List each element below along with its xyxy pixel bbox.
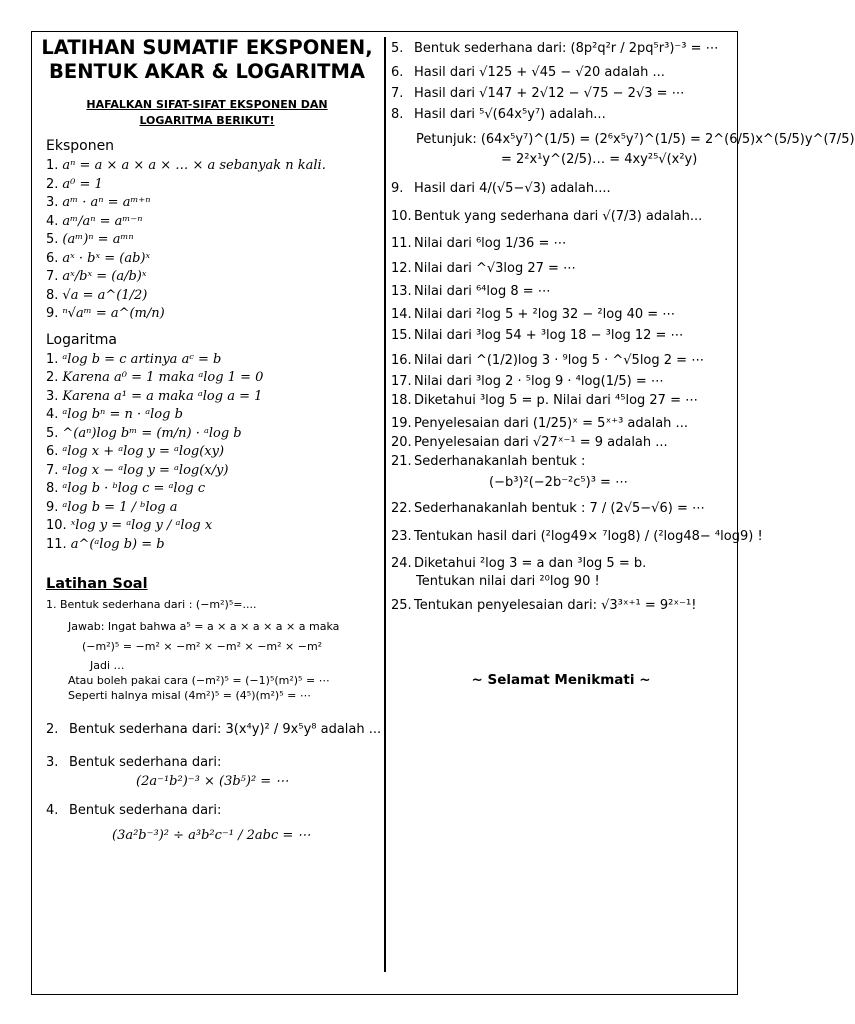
question-item [391, 306, 731, 323]
column-divider [384, 37, 386, 972]
logaritma-rule-text: Karena a⁰ = 1 maka ᵃlog 1 = 0 [62, 370, 264, 385]
question-item [391, 64, 731, 81]
eksponen-rule-number: 4. [46, 213, 59, 229]
logaritma-rule-number: 10. [46, 518, 67, 533]
latihan-heading: Latihan Soal [46, 576, 148, 592]
eksponen-rule-number: 8. [46, 287, 59, 303]
eksponen-rule [36, 213, 378, 232]
page-title [36, 36, 378, 84]
question-item [391, 555, 731, 572]
question-item [391, 597, 731, 614]
question-item [391, 40, 731, 57]
question-text: Nilai dari ²log 5 + ²log 32 − ²log 40 = ⋯ [414, 307, 676, 322]
question-text: Nilai dari ³log 54 + ³log 18 − ³log 12 = ⋯ [414, 328, 684, 343]
question-item [391, 131, 855, 148]
logaritma-rule [36, 388, 378, 407]
question-text: Petunjuk: (64x⁵y⁷)^(1/5) = (2⁶x⁵y⁷)^(1/5) = 2^(6/5)x^(5/5)y^(7/5) [416, 132, 855, 147]
question-4 [46, 803, 378, 843]
question-number: 22. [391, 501, 412, 516]
question-number: 19. [391, 416, 412, 431]
logaritma-rule [36, 443, 378, 462]
logaritma-rule [36, 517, 378, 536]
q1-expand: (−m²)⁵ = −m² × −m² × −m² × −m² × −m² [82, 640, 323, 653]
question-number: 20. [391, 435, 412, 450]
question-item [391, 415, 731, 432]
question-number: 13. [391, 284, 412, 299]
question-text: (−b³)²(−2b⁻²c⁵)³ = ⋯ [489, 475, 629, 490]
question-text: Hasil dari ⁵√(64x⁵y⁷) adalah... [414, 107, 606, 122]
logaritma-rule-text: a^(ᵃlog b) = b [70, 536, 165, 552]
logaritma-rule [36, 351, 378, 370]
eksponen-rule-number: 3. [46, 195, 59, 210]
logaritma-rule [36, 536, 378, 555]
logaritma-rule-number: 7. [46, 462, 59, 478]
q4-number: 4. [46, 803, 59, 818]
question-text: Sederhanakanlah bentuk : [414, 454, 586, 469]
eksponen-rule-number: 7. [46, 269, 59, 284]
eksponen-rule-text: √a = a^(1/2) [62, 287, 148, 303]
question-text: Bentuk sederhana dari: (8p²q²r / 2pq⁵r³)⁻³ = ⋯ [414, 41, 719, 56]
title-line-1: LATIHAN SUMATIF EKSPONEN, [41, 36, 373, 59]
eksponen-rule-number: 5. [46, 232, 59, 247]
question-item [391, 208, 731, 225]
closing-text: ~ Selamat Menikmati ~ [471, 672, 651, 688]
q1-text: 1. Bentuk sederhana dari : (−m²)⁵=.... [46, 598, 257, 611]
logaritma-heading: Logaritma [46, 331, 117, 348]
logaritma-rule-number: 11. [46, 536, 67, 552]
q2-text: Bentuk sederhana dari: 3(x⁴y)² / 9x⁵y⁸ adalah ... [69, 722, 382, 737]
question-item [391, 352, 731, 369]
question-number: 15. [391, 328, 412, 343]
question-item [391, 151, 731, 168]
logaritma-rule-text: ^(aⁿ)log bᵐ = (m/n) · ᵃlog b [62, 425, 242, 441]
question-text: Diketahui ³log 5 = p. Nilai dari ⁴⁵log 27 = ⋯ [414, 393, 699, 408]
eksponen-rules [36, 157, 378, 324]
eksponen-rule-text: ⁿ√aᵐ = a^(m/n) [62, 306, 165, 321]
question-item [391, 392, 731, 409]
q3-number: 3. [46, 755, 59, 770]
eksponen-rule-text: aˣ · bˣ = (ab)ˣ [62, 250, 151, 266]
question-2 [46, 722, 382, 737]
question-text: Tentukan penyelesaian dari: √3³ˣ⁺¹ = 9²ˣ⁻¹! [414, 598, 697, 613]
eksponen-rule-text: a⁰ = 1 [62, 176, 103, 192]
eksponen-rule [36, 250, 378, 269]
eksponen-rule [36, 194, 378, 213]
question-1 [46, 598, 378, 702]
q1-cara: Atau boleh pakai cara (−m²)⁵ = (−1)⁵(m²)⁵ = ⋯ [68, 674, 330, 687]
questions-5-25 [391, 40, 855, 614]
question-text: Nilai dari ³log 2 · ⁵log 9 · ⁴log(1/5) = ⋯ [414, 374, 664, 389]
q2-number: 2. [46, 722, 59, 737]
q1-jadi: Jadi … [90, 659, 125, 672]
eksponen-rule [36, 305, 378, 324]
question-item [391, 260, 731, 277]
subtitle-line-1: HAFALKAN SIFAT-SIFAT EKSPONEN DAN [86, 98, 328, 111]
question-item [391, 573, 731, 590]
question-item [391, 283, 731, 300]
question-text: Penyelesaian dari (1/25)ˣ = 5ˣ⁺³ adalah ... [414, 416, 688, 431]
logaritma-rule-text: ᵃlog x − ᵃlog y = ᵃlog(x/y) [62, 462, 229, 478]
question-number: 16. [391, 353, 412, 368]
logaritma-rule-number: 3. [46, 388, 59, 404]
eksponen-rule-number: 2. [46, 176, 59, 192]
eksponen-rule [36, 268, 378, 287]
question-text: Penyelesaian dari √27ˣ⁻¹ = 9 adalah ... [414, 435, 668, 450]
question-number: 9. [391, 181, 404, 196]
question-item [391, 474, 731, 491]
logaritma-rule-text: Karena a¹ = a maka ᵃlog a = 1 [62, 388, 263, 404]
subtitle [36, 97, 378, 129]
logaritma-rule-number: 9. [46, 499, 59, 515]
logaritma-rule [36, 462, 378, 481]
logaritma-rule-text: ᵃlog b = c artinya aᶜ = b [62, 351, 222, 367]
question-text: Nilai dari ⁶⁴log 8 = ⋯ [414, 284, 551, 299]
eksponen-rule-text: aˣ/bˣ = (a/b)ˣ [62, 269, 147, 284]
logaritma-rule [36, 369, 378, 388]
question-number: 12. [391, 261, 412, 276]
logaritma-rule-number: 2. [46, 370, 59, 385]
subtitle-line-2: LOGARITMA BERIKUT! [139, 114, 275, 127]
question-number: 7. [391, 86, 404, 101]
question-item [391, 235, 731, 252]
question-text: Nilai dari ^(1/2)log 3 · ⁹log 5 · ^√5log 2 = ⋯ [414, 353, 705, 368]
question-item [391, 85, 731, 102]
question-item [391, 106, 731, 123]
logaritma-rule [36, 480, 378, 499]
eksponen-rule [36, 176, 378, 195]
question-number: 14. [391, 307, 412, 322]
eksponen-rule [36, 231, 378, 250]
logaritma-rule-text: ˣlog y = ᵃlog y / ᵃlog x [70, 518, 213, 533]
eksponen-rule-text: (aᵐ)ⁿ = aᵐⁿ [62, 232, 134, 247]
left-column [36, 36, 382, 843]
question-text: = 2²x¹y^(2/5)… = 4xy²⁵√(x²y) [501, 152, 698, 167]
question-number: 24. [391, 556, 412, 571]
question-number: 6. [391, 65, 404, 80]
eksponen-rule-number: 9. [46, 306, 59, 321]
eksponen-rule-number: 6. [46, 250, 59, 266]
question-item [391, 500, 731, 517]
logaritma-rule-text: ᵃlog bⁿ = n · ᵃlog b [62, 407, 183, 422]
question-item [391, 180, 731, 197]
logaritma-rule-text: ᵃlog b · ᵇlog c = ᵃlog c [62, 481, 206, 496]
question-text: Nilai dari ^√3log 27 = ⋯ [414, 261, 577, 276]
question-number: 10. [391, 209, 412, 224]
question-text: Hasil dari √147 + 2√12 − √75 − 2√3 = ⋯ [414, 86, 685, 101]
eksponen-rule-text: aᵐ/aⁿ = aᵐ⁻ⁿ [62, 213, 143, 229]
question-text: Sederhanakanlah bentuk : 7 / (2√5−√6) = ⋯ [414, 501, 705, 516]
logaritma-rule [36, 425, 378, 444]
question-item [391, 373, 731, 390]
question-text: Diketahui ²log 3 = a dan ³log 5 = b. [414, 556, 647, 571]
logaritma-rule-number: 5. [46, 425, 59, 441]
question-number: 17. [391, 374, 412, 389]
question-item [391, 327, 731, 344]
question-item [391, 528, 763, 545]
question-text: Hasil dari √125 + √45 − √20 adalah ... [414, 65, 665, 80]
right-column [391, 36, 855, 688]
question-text: Nilai dari ⁶log 1/36 = ⋯ [414, 236, 567, 251]
question-text: Hasil dari 4/(√5−√3) adalah.... [414, 181, 611, 196]
logaritma-rule [36, 406, 378, 425]
q3-text: Bentuk sederhana dari: [69, 755, 222, 770]
q1-seperti: Seperti halnya misal (4m²)⁵ = (4⁵)(m²)⁵ = ⋯ [68, 689, 311, 702]
question-item [391, 434, 731, 451]
question-text: Tentukan nilai dari ²⁰log 90 ! [416, 574, 600, 589]
logaritma-rule-number: 4. [46, 407, 59, 422]
question-number: 18. [391, 393, 412, 408]
q3-expression: (2a⁻¹b²)⁻³ × (3b⁵)² = ⋯ [136, 774, 289, 789]
logaritma-rule-number: 6. [46, 444, 59, 459]
q4-text: Bentuk sederhana dari: [69, 803, 222, 818]
question-number: 21. [391, 454, 412, 469]
title-line-2: BENTUK AKAR & LOGARITMA [49, 60, 365, 83]
eksponen-rule [36, 287, 378, 306]
eksponen-rule-text: aⁿ = a × a × a × … × a sebanyak n kali. [62, 158, 326, 173]
question-number: 23. [391, 529, 412, 544]
question-number: 8. [391, 107, 404, 122]
eksponen-rule-text: aᵐ · aⁿ = aᵐ⁺ⁿ [62, 195, 151, 210]
logaritma-rule-text: ᵃlog x + ᵃlog y = ᵃlog(xy) [62, 444, 225, 459]
logaritma-rule-number: 1. [46, 351, 59, 367]
question-number: 25. [391, 598, 412, 613]
question-text: Tentukan hasil dari (²log49× ⁷log8) / (²log48− ⁴log9) ! [414, 529, 763, 544]
logaritma-rule-number: 8. [46, 481, 59, 496]
question-number: 5. [391, 41, 404, 56]
question-text: Bentuk yang sederhana dari √(7/3) adalah... [414, 209, 703, 224]
q4-expression: (3a²b⁻³)² ÷ a³b²c⁻¹ / 2abc = ⋯ [112, 828, 311, 843]
question-item [391, 453, 731, 470]
eksponen-rule [36, 157, 378, 176]
logaritma-rules [36, 351, 378, 555]
question-number: 11. [391, 236, 412, 251]
eksponen-rule-number: 1. [46, 158, 59, 173]
question-3 [46, 755, 378, 789]
logaritma-rule [36, 499, 378, 518]
q1-jawab: Jawab: Ingat bahwa a⁵ = a × a × a × a × a maka [68, 620, 340, 633]
eksponen-heading: Eksponen [46, 138, 115, 154]
logaritma-rule-text: ᵃlog b = 1 / ᵇlog a [62, 499, 178, 515]
